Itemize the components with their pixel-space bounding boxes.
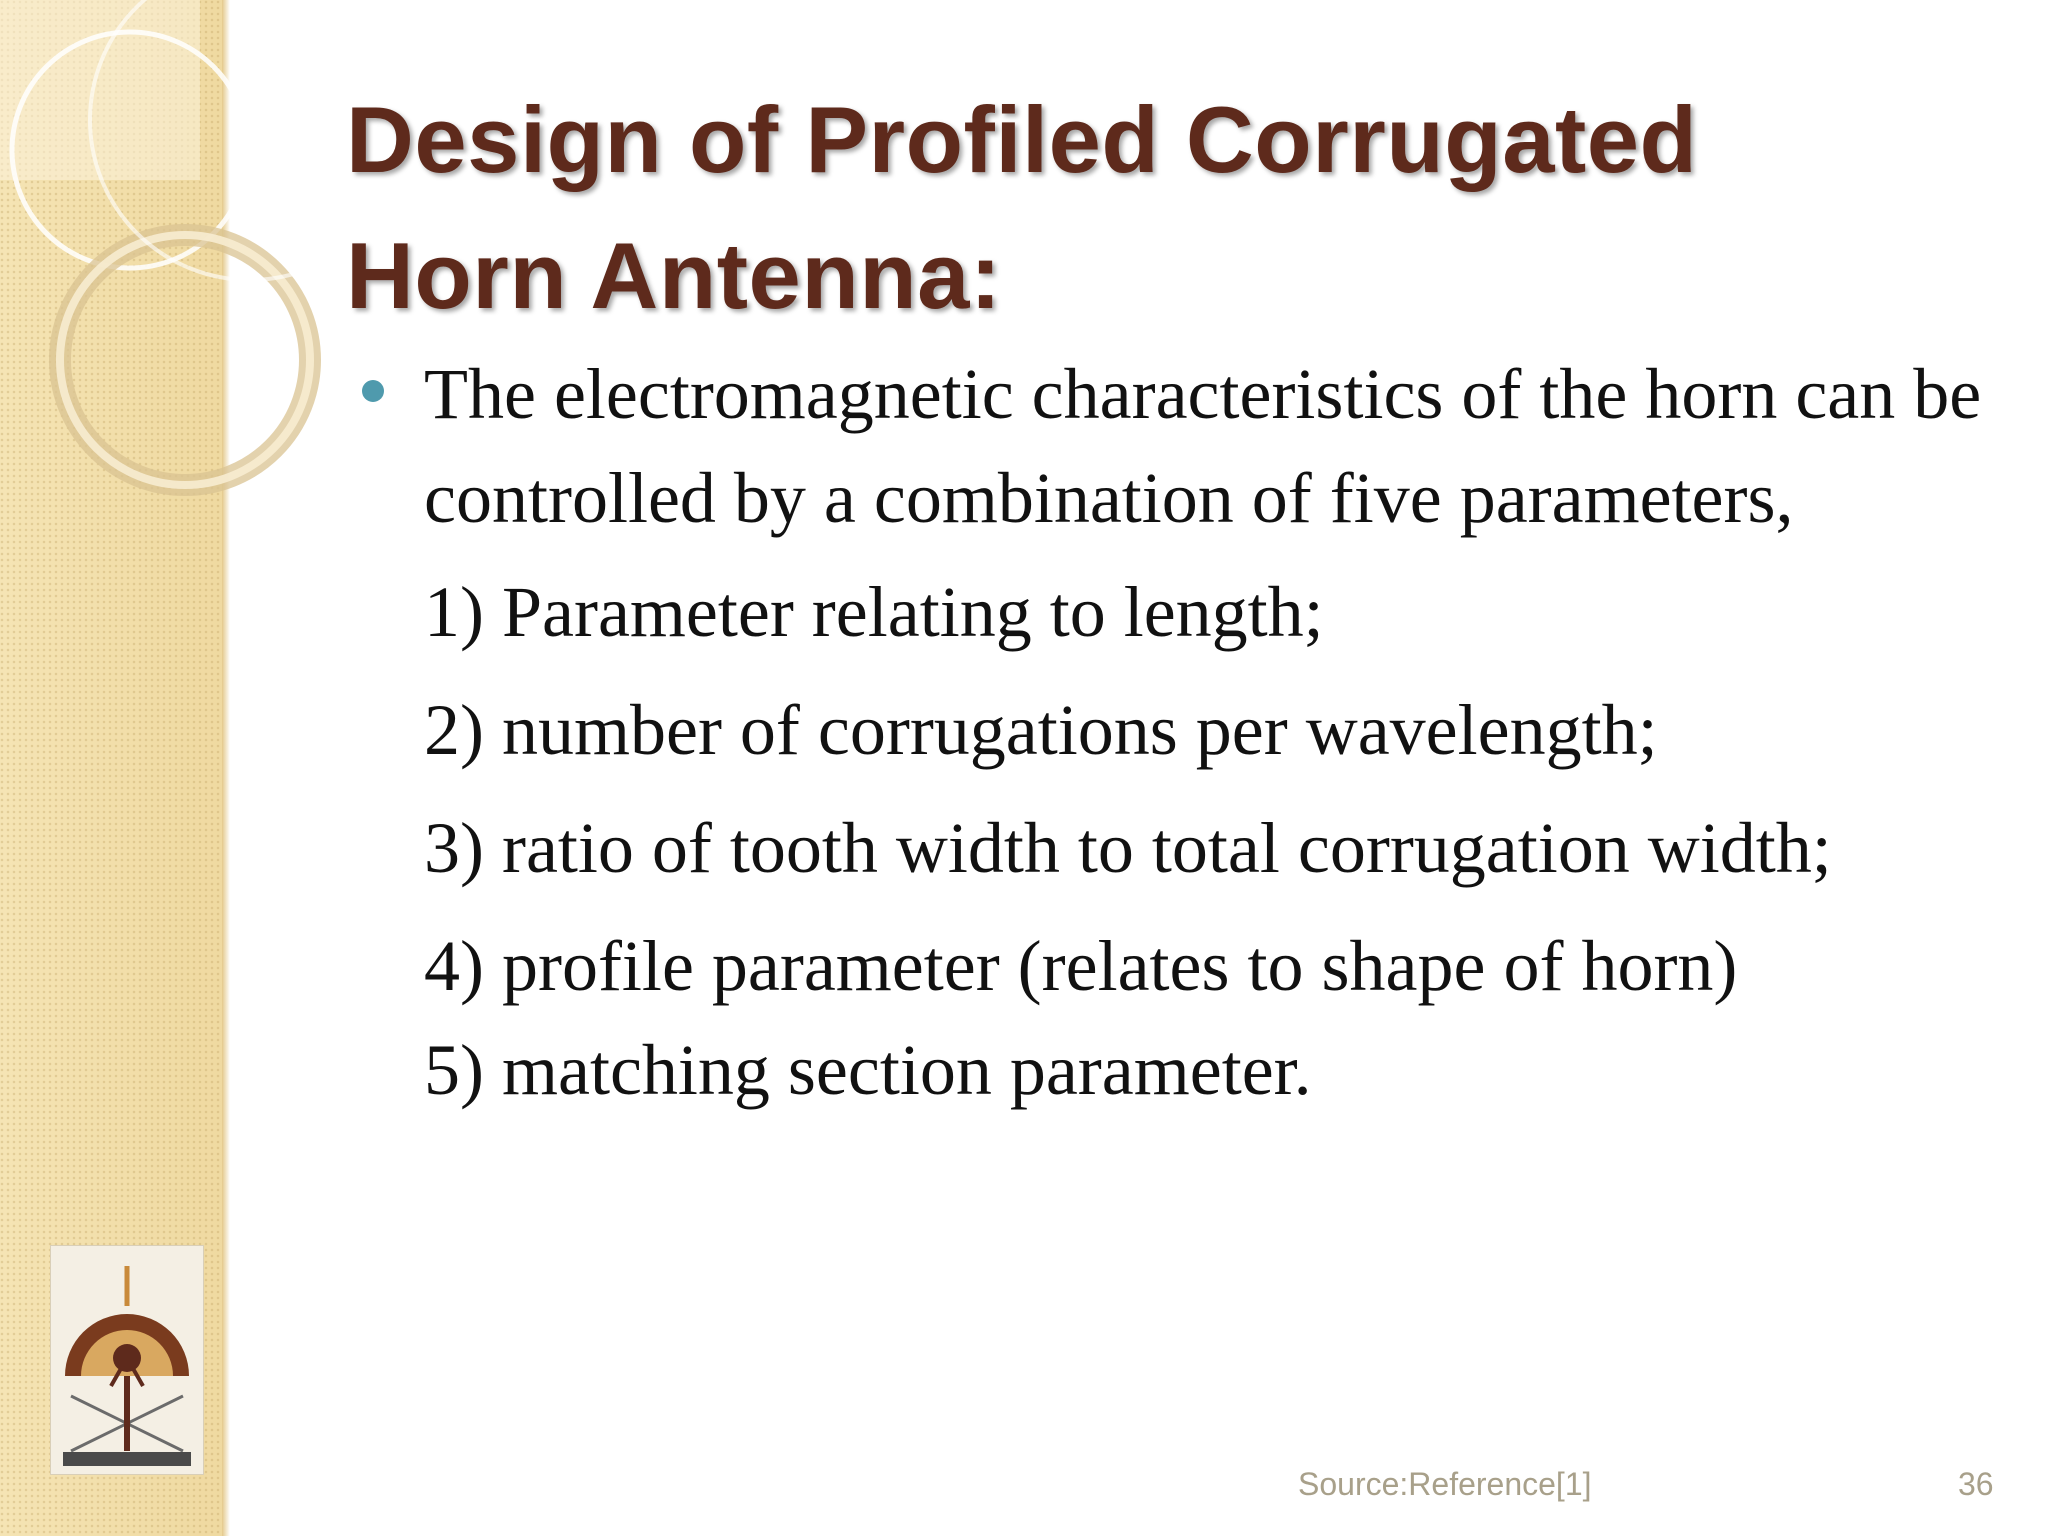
parameter-item-4: 4) profile parameter (relates to shape of horn) [424,926,1738,1006]
bullet-item [362,342,1982,550]
slide-body [362,342,1982,1122]
parameter-item-1: 1) Parameter relating to length; [424,572,1324,652]
bullet-text: The electromagnetic characteristics of the horn can be controlled by a combination of five parameters, [424,354,1982,538]
slide-title-line2: Horn Antenna: [346,223,1002,328]
slide-title-line1: Design of Profiled Corrugated [346,87,1698,192]
slide-title [346,72,1996,344]
page-number: 36 [1958,1466,1994,1502]
parameter-item-3: 3) ratio of tooth width to total corrugation width; [424,808,1832,888]
institution-emblem-logo-icon [50,1245,204,1475]
circle-rings-decoration-icon [0,0,330,520]
parameter-item-2: 2) number of corrugations per wavelength; [424,690,1658,770]
source-citation: Source:Reference[1] [1298,1466,1592,1502]
bullet-dot-icon [362,380,384,402]
parameter-item-5: 5) matching section parameter. [424,1030,1312,1110]
